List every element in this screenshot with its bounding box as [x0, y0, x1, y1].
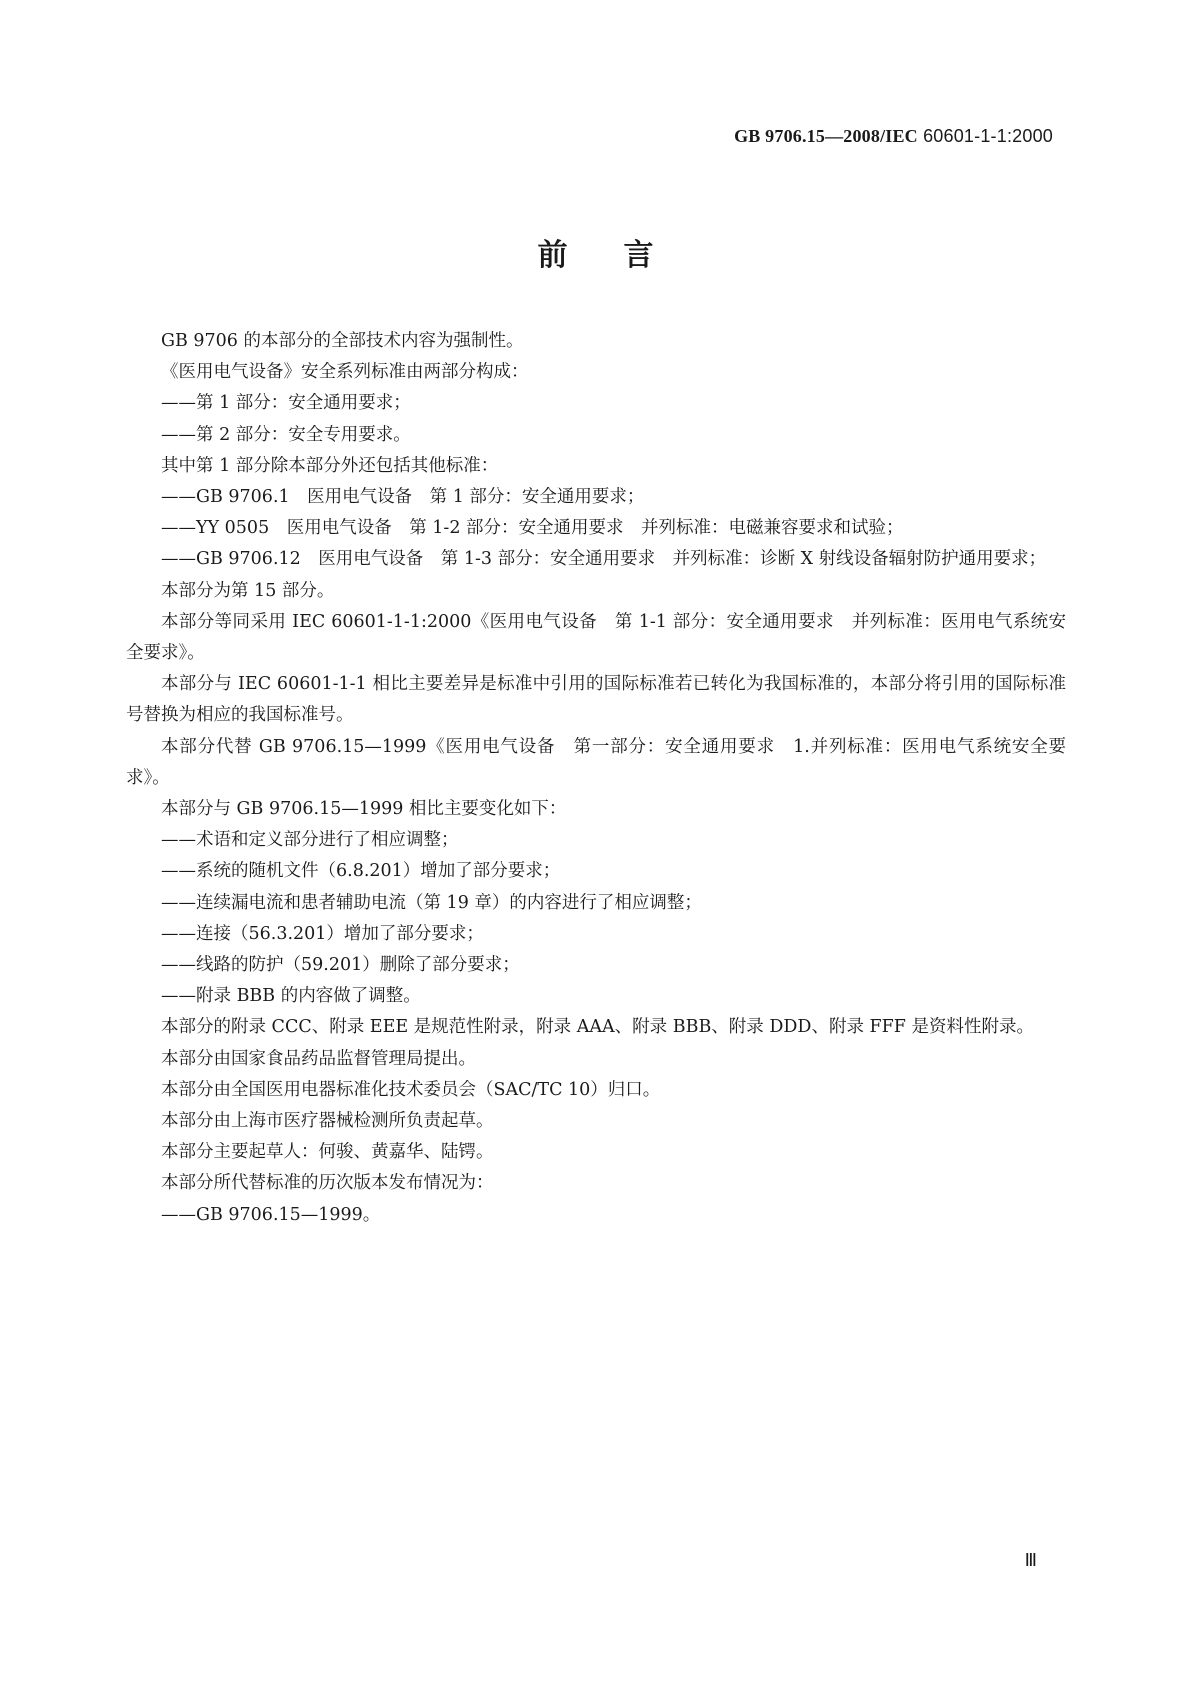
list-item: ——系统的随机文件（6.8.201）增加了部分要求；	[161, 861, 561, 882]
page-title: 前言	[537, 238, 710, 273]
paragraph: GB 9706 的本部分的全部技术内容为强制性。	[161, 331, 524, 351]
standard-code-header	[734, 126, 1053, 147]
paragraph: 本部分与 GB 9706.15—1999 相比主要变化如下：	[161, 799, 567, 820]
paragraph: 本部分由国家食品药品监督管理局提出。	[161, 1048, 476, 1069]
paragraph: 本部分的附录 CCC、附录 EEE 是规范性附录，附录 AAA、附录 BBB、附录 DDD、附录 FFF 是资料性附录。	[161, 1017, 1035, 1038]
paragraph: 本部分与 IEC 60601-1-1 相比主要差异是标准中引用的国际标准若已转化为我国标准的，本部分将引用的国际标准号替换为相应的我国标准号。	[126, 674, 1066, 726]
paragraph: 本部分等同采用 IEC 60601-1-1:2000《医用电气设备 第 1-1 部分：安全通用要求 并列标准：医用电气系统安全要求》。	[126, 611, 1066, 664]
list-item: ——第 1 部分：安全通用要求；	[161, 393, 411, 414]
paragraph: 其中第 1 部分除本部分外还包括其他标准：	[161, 455, 499, 476]
standard-code-bold: GB 9706.15—2008/IEC	[734, 126, 918, 146]
paragraph: 《医用电气设备》安全系列标准由两部分构成：	[161, 362, 529, 383]
list-item: ——附录 BBB 的内容做了调整。	[161, 986, 421, 1007]
standard-code-rest: 60601-1-1:2000	[917, 126, 1053, 146]
paragraph: 本部分主要起草人：何骏、黄嘉华、陆锷。	[161, 1142, 494, 1163]
list-item: ——GB 9706.1 医用电气设备 第 1 部分：安全通用要求；	[161, 487, 645, 508]
list-item: ——连续漏电流和患者辅助电流（第 19 章）的内容进行了相应调整；	[161, 892, 702, 913]
list-item: ——线路的防护（59.201）删除了部分要求；	[161, 955, 520, 976]
list-item: ——第 2 部分：安全专用要求。	[161, 424, 411, 445]
list-item: ——GB 9706.15—1999。	[161, 1204, 381, 1225]
paragraph: 本部分由全国医用电器标准化技术委员会（SAC/TC 10）归口。	[161, 1079, 661, 1100]
list-item: ——GB 9706.12 医用电气设备 第 1-3 部分：安全通用要求 并列标准：诊断 X 射线设备辐射防护通用要求；	[161, 549, 1047, 570]
paragraph: 本部分为第 15 部分。	[161, 580, 335, 601]
list-item: ——术语和定义部分进行了相应调整；	[161, 830, 459, 851]
page-number: Ⅲ	[1024, 1550, 1037, 1570]
paragraph: 本部分所代替标准的历次版本发布情况为：	[161, 1173, 494, 1194]
list-item: ——YY 0505 医用电气设备 第 1-2 部分：安全通用要求 并列标准：电磁兼容要求和试验；	[161, 518, 904, 539]
paragraph: 本部分代替 GB 9706.15—1999《医用电气设备 第一部分：安全通用要求 1.并列标准：医用电气系统安全要求》。	[126, 736, 1066, 788]
paragraph: 本部分由上海市医疗器械检测所负责起草。	[161, 1111, 494, 1132]
list-item: ——连接（56.3.201）增加了部分要求；	[161, 923, 484, 944]
foreword-body	[126, 326, 1066, 1231]
